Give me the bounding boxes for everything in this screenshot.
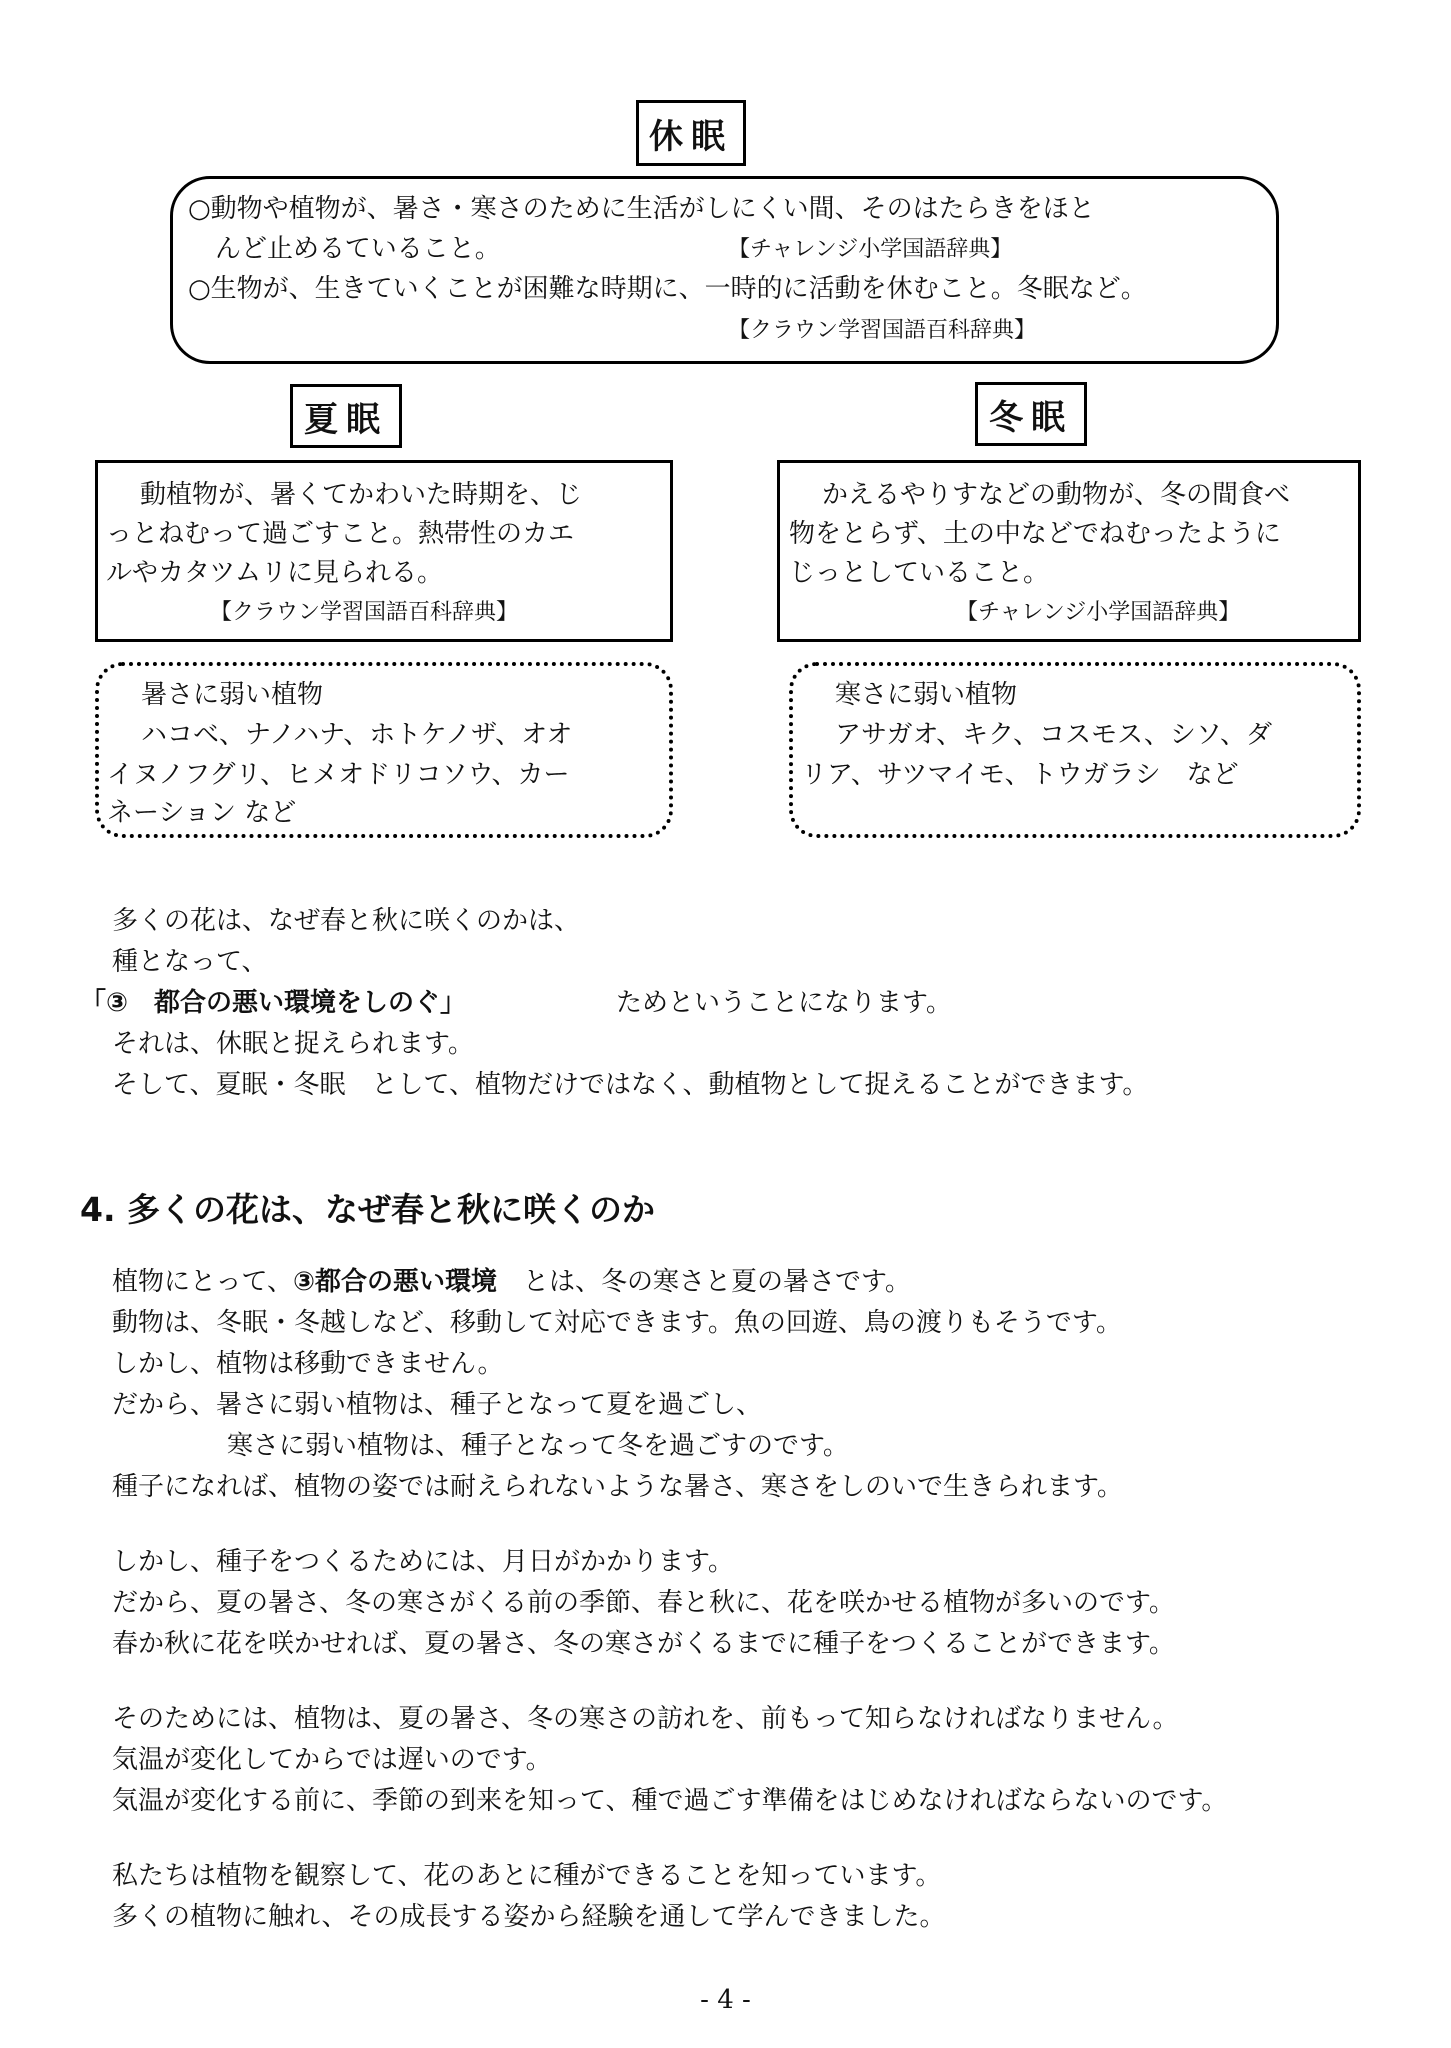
kyumin-def2-line1: ○生物が、生きていくことが困難な時期に、一時的に活動を休むこと。冬眠など。: [188, 274, 1147, 304]
kamin-title-text: 夏眠: [304, 399, 388, 440]
cold-plants-heading: 寒さに弱い植物: [835, 680, 1018, 710]
p1-line4: 寒さに弱い植物は、種子となって冬を過ごすのです。: [227, 1431, 849, 1461]
p3-line3: 気温が変化する前に、季節の到来を知って、種で過ごす準備をはじめなければならないのです。: [112, 1786, 1228, 1816]
kyumin-def1-line2: んど止めるていること。: [215, 234, 501, 264]
intro-line5: そして、夏眠・冬眠 として、植物だけではなく、動植物として捉えることができます。: [112, 1070, 1149, 1100]
tomin-def-line3: じっとしていること。: [789, 558, 1050, 588]
cold-plants-line1: アサガオ、キク、コスモス、シソ、ダ: [835, 720, 1273, 750]
p4-line1: 私たちは植物を観察して、花のあとに種ができることを知っています。: [112, 1861, 942, 1891]
p2-line3: 春か秋に花を咲かせれば、夏の暑さ、冬の寒さがくるまでに種子をつくることができます。: [112, 1629, 1175, 1659]
tomin-def-source: 【チャレンジ小学国語辞典】: [956, 600, 1241, 625]
page-number: - 4 -: [700, 1985, 751, 2015]
heat-plants-heading: 暑さに弱い植物: [141, 680, 324, 710]
kamin-def-line1: 動植物が、暑くてかわいた時期を、じ: [140, 480, 583, 510]
cold-plants-line2: リア、サツマイモ、トウガラシ など: [801, 760, 1239, 790]
intro-quote: 「③ 都合の悪い環境をしのぐ」: [80, 988, 467, 1018]
p4-line2: 多くの植物に触れ、その成長する姿から経験を通して学んできました。: [112, 1902, 946, 1932]
p1-line3: だから、暑さに弱い植物は、種子となって夏を過ごし、: [112, 1390, 763, 1420]
p1-prefix: 植物にとって、: [112, 1267, 293, 1297]
tomin-title: [975, 382, 1087, 446]
kyumin-def2-source: 【クラウン学習国語百科辞典】: [728, 318, 1037, 343]
tomin-title-text: 冬眠: [989, 397, 1073, 438]
p1-line2: しかし、植物は移動できません。: [112, 1349, 504, 1379]
kamin-definition-box: [95, 460, 673, 642]
kamin-def-line2: っとねむって過ごすこと。熱帯性のカエ: [106, 519, 575, 549]
heat-sensitive-plants-box: [95, 662, 673, 838]
tomin-def-line1: かえるやりすなどの動物が、冬の間食べ: [822, 480, 1291, 510]
kamin-title: [290, 384, 402, 448]
kyumin-title: [636, 100, 746, 166]
intro-quote-rest: ためということになります。: [616, 988, 952, 1018]
section-heading: 4. 多くの花は、なぜ春と秋に咲くのか: [80, 1190, 655, 1229]
heat-plants-line1: ハコベ、ナノハナ、ホトケノザ、オオ: [141, 720, 573, 750]
heat-plants-line2: イヌノフグリ、ヒメオドリコソウ、カー: [107, 760, 570, 790]
kyumin-definition-box: [170, 176, 1279, 364]
intro-line4: それは、休眠と捉えられます。: [112, 1029, 474, 1059]
p1-rest: とは、冬の寒さと夏の暑さです。: [496, 1267, 911, 1297]
intro-line2: 種となって、: [112, 947, 268, 977]
tomin-def-line2: 物をとらず、土の中などでねむったように: [789, 519, 1281, 549]
kamin-def-source: 【クラウン学習国語百科辞典】: [210, 600, 519, 625]
p1-bold-term: ③都合の悪い環境: [292, 1267, 497, 1297]
cold-sensitive-plants-box: [789, 662, 1361, 838]
p2-line2: だから、夏の暑さ、冬の寒さがくる前の季節、春と秋に、花を咲かせる植物が多いのです。: [112, 1588, 1175, 1618]
p3-line1: そのためには、植物は、夏の暑さ、冬の寒さの訪れを、前もって知らなければなりません。: [112, 1704, 1179, 1734]
heat-plants-line3: ネーション など: [107, 798, 297, 828]
p2-line1: しかし、種子をつくるためには、月日がかかります。: [112, 1547, 734, 1577]
kyumin-title-text: 休眠: [649, 116, 733, 157]
kyumin-def1-line1: ○動物や植物が、暑さ・寒さのために生活がしにくい間、そのはたらきをほと: [188, 194, 1095, 224]
p1-line1: 動物は、冬眠・冬越しなど、移動して対応できます。魚の回遊、鳥の渡りもそうです。: [112, 1308, 1122, 1338]
p1-line5: 種子になれば、植物の姿では耐えられないような暑さ、寒さをしのいで生きられます。: [112, 1472, 1123, 1502]
tomin-definition-box: [777, 460, 1361, 642]
kyumin-def1-source: 【チャレンジ小学国語辞典】: [728, 237, 1013, 262]
kamin-def-line3: ルやカタツムリに見られる。: [106, 558, 443, 588]
intro-line1: 多くの花は、なぜ春と秋に咲くのかは、: [112, 906, 581, 936]
p1-line0: [112, 1265, 911, 1299]
p3-line2: 気温が変化してからでは遅いのです。: [112, 1745, 552, 1775]
